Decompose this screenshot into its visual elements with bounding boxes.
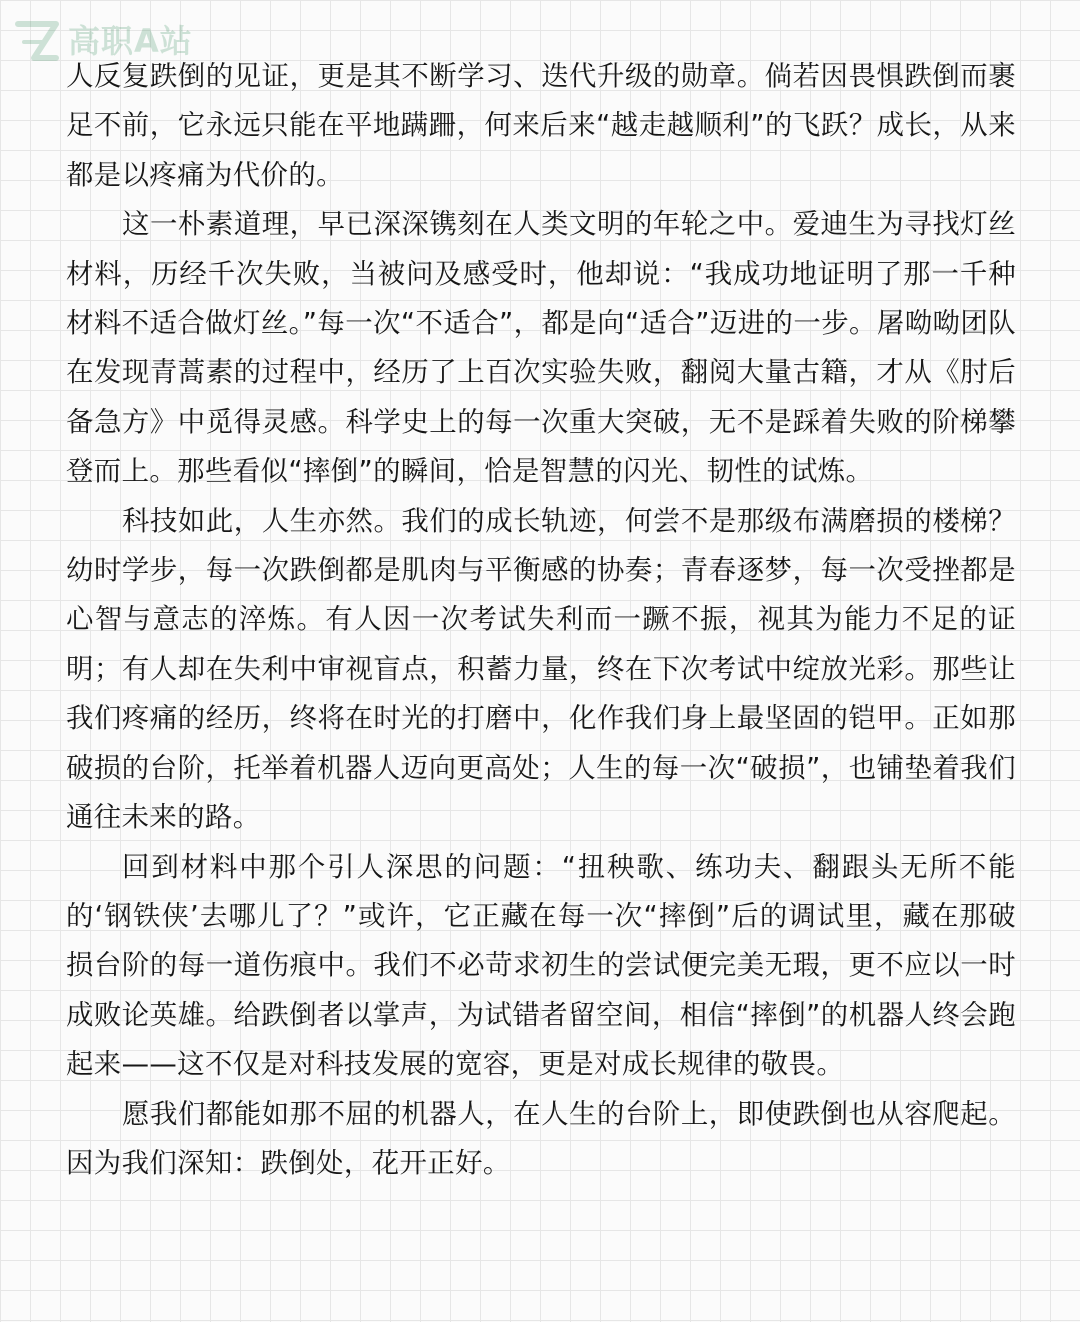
watermark-text: 高职A站 [68, 22, 193, 60]
essay-paragraph: 科技如此，人生亦然。我们的成长轨迹，何尝不是那级布满磨损的楼梯？幼时学步，每一次跌倒都是肌肉与平衡感的协奏；青春逐梦，每一次受挫都是心智与意志的淬炼。有人因一次考试失利而一蹶不振，视其为能力不足的证明；有人却在失利中审视盲点，积蓄力量，终在下次考试中绽放光彩。那些让我们疼痛的经历，终将在时光的打磨中，化作我们身上最坚固的铠甲。正如那破损的台阶，托举着机器人迈向更高处；人生的每一次“破损”，也铺垫着我们通往未来的路。 [66, 505, 1016, 834]
essay-paragraph: 回到材料中那个引人深思的问题：“扭秧歌、练功夫、翻跟头无所不能的‘钢铁侠’去哪儿了？”或许，它正藏在每一次“摔倒”后的调试里，藏在那破损台阶的每一道伤痕中。我们不必苛求初生的尝试便完美无瑕，更不应以一时成败论英雄。给跌倒者以掌声，为试错者留空间，相信“摔倒”的机器人终会跑起来——这不仅是对科技发展的宽容，更是对成长规律的敬畏。 [66, 851, 1016, 1081]
essay-paragraph: 人反复跌倒的见证，更是其不断学习、迭代升级的勋章。倘若因畏惧跌倒而裹足不前，它永远只能在平地蹒跚，何来后来“越走越顺利”的飞跃？成长，从来都是以疼痛为代价的。 [66, 61, 1016, 191]
essay-paragraph: 这一朴素道理，早已深深镌刻在人类文明的年轮之中。爱迪生为寻找灯丝材料，历经千次失败，当被问及感受时，他却说：“我成功地证明了那一千种材料不适合做灯丝。”每一次“不适合”，都是向“适合”迈进的一步。屠呦呦团队在发现青蒿素的过程中，经历了上百次实验失败，翻阅大量古籍，才从《肘后备急方》中觅得灵感。科学史上的每一次重大突破，无不是踩着失败的阶梯攀登而上。那些看似“摔倒”的瞬间，恰是智慧的闪光、韧性的试炼。 [66, 209, 1016, 488]
essay-paragraph: 愿我们都能如那不屈的机器人，在人生的台阶上，即使跌倒也从容爬起。因为我们深知：跌倒处，花开正好。 [66, 1098, 1016, 1179]
gaozhi-logo-icon [14, 18, 60, 64]
essay-body [66, 52, 1016, 1188]
